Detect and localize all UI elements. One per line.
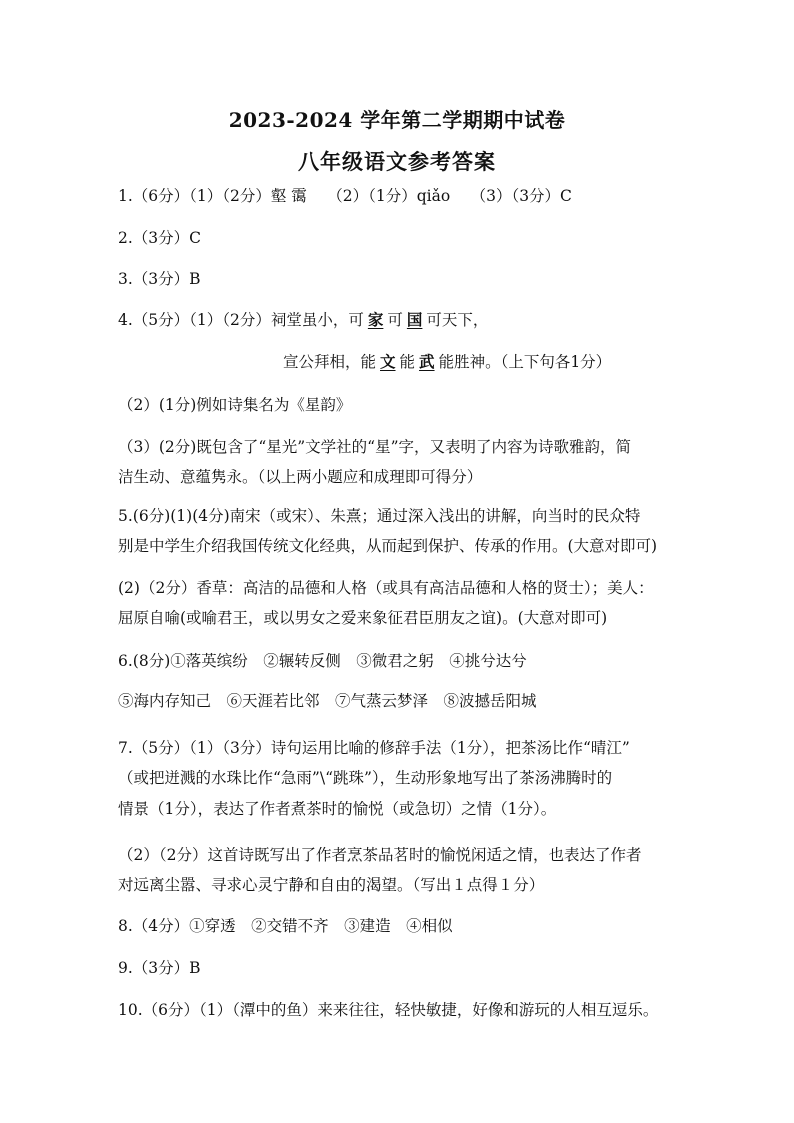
answer-q6-line1: 6.(8分)①落英缤纷 ②辗转反侧 ③微君之躬 ④挑兮达兮 <box>118 652 527 670</box>
answer-q4-line2 <box>283 351 611 373</box>
answer-q7-line2: （或把迸溅的水珠比作“急雨”\“跳珠”），生动形象地写出了茶汤沸腾时的 <box>118 769 613 787</box>
exam-title: 2023-2024 学年第二学期期中试卷 <box>228 108 566 132</box>
answer-q7-line5: 对远离尘嚣、寻求心灵宁静和自由的渴望。（写出１点得１分） <box>118 876 545 894</box>
answer-q7-line3: 情景（1分），表达了作者煮茶时的愉悦（或急切）之情（1分）。 <box>118 800 557 818</box>
q4-line2-suffix: 能胜神。（上下句各1分） <box>438 353 612 371</box>
answer-q6-line2: ⑤海内存知己 ⑥天涯若比邻 ⑦气蒸云梦泽 ⑧波撼岳阳城 <box>118 692 537 710</box>
q4-line1-mid: 可 <box>387 311 403 329</box>
answer-q3: 3.（3分）B <box>118 270 201 288</box>
answer-q4-part3-line2: 洁生动、意蕴隽永。（以上两小题应和成理即可得分） <box>118 468 483 486</box>
answer-q4-part2: （2）(1分)例如诗集名为《星韵》 <box>118 396 352 414</box>
answer-q4-line1 <box>118 309 488 331</box>
answer-q5-line4: 屈原自喻(或喻君王，或以男女之爱来象征君臣朋友之谊)。(大意对即可) <box>118 609 608 627</box>
q4-line1-suffix: 可天下， <box>426 311 489 329</box>
answer-q1: 1.（6分）（1）（2分）壑 霭 （2）（1分）qiǎo （3）（3分）C <box>118 187 572 205</box>
q4-fill-jia: 家 <box>367 310 384 329</box>
q4-line1-prefix: 4.（5分）（1）（2分）祠堂虽小，可 <box>118 311 364 329</box>
answer-q7-line4: （2）（2分）这首诗既写出了作者烹茶品茗时的愉悦闲适之情，也表达了作者 <box>118 846 642 864</box>
exam-subtitle: 八年级语文参考答案 <box>298 149 496 174</box>
q4-fill-guo: 国 <box>406 310 423 329</box>
answer-q5-line1: 5.(6分)(1)(4分)南宋（或宋）、朱熹；通过深入浅出的讲解，向当时的民众特 <box>118 507 641 525</box>
q4-fill-wu: 武 <box>419 352 435 371</box>
answer-q5-line3: (2)（2分）香草：高洁的品德和人格（或具有高洁品德和人格的贤士）；美人： <box>118 579 654 597</box>
answer-q7-line1: 7.（5分）（1）（3分）诗句运用比喻的修辞手法（1分），把茶汤比作“晴江” <box>118 739 630 757</box>
answer-q2: 2.（3分）C <box>118 229 202 247</box>
answer-q10: 10.（6分）（1）（潭中的鱼）来来往往，轻快敏捷，好像和游玩的人相互逗乐。 <box>118 1001 659 1019</box>
answer-q4-part3-line1: （3）(2分)既包含了“星光”文学社的“星”字，又表明了内容为诗歌雅韵，简 <box>118 438 632 456</box>
answer-q5-line2: 别是中学生介绍我国传统文化经典，从而起到保护、传承的作用。(大意对即可) <box>118 537 658 555</box>
q4-line2-mid: 能 <box>399 353 416 371</box>
q4-fill-wen: 文 <box>380 352 396 371</box>
q4-line2-prefix: 宣公拜相，能 <box>283 353 377 371</box>
answer-q8: 8.（4分）①穿透 ②交错不齐 ③建造 ④相似 <box>118 917 453 935</box>
answer-q9: 9.（3分）B <box>118 959 201 977</box>
